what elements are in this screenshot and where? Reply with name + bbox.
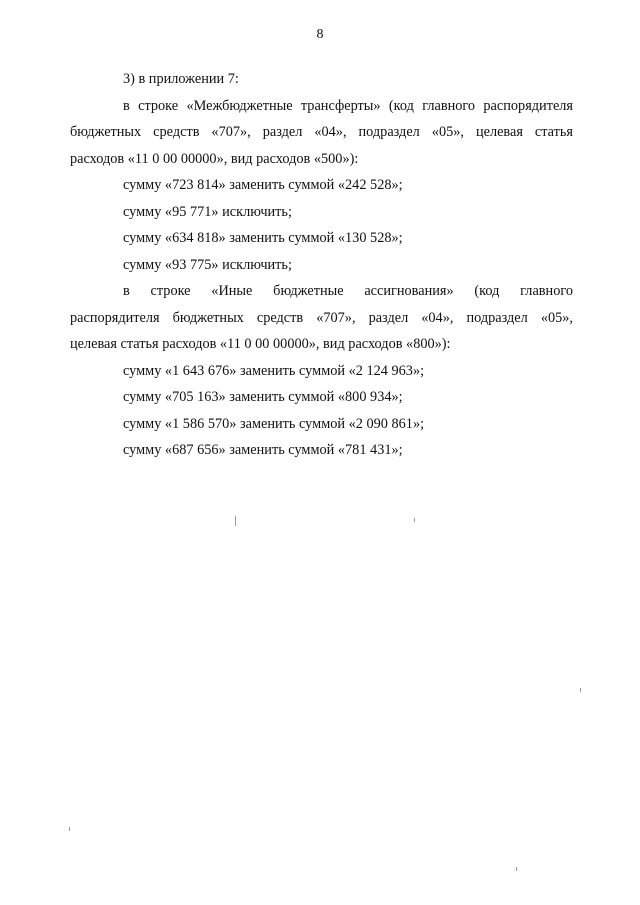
para-2-line-2: распорядителя бюджетных средств «707», раздел «04», подраздел «05», — [70, 309, 573, 326]
change-line: сумму «687 656» заменить суммой «781 431»; — [123, 442, 403, 458]
scan-speck — [414, 518, 415, 522]
scan-speck — [516, 867, 517, 871]
scan-speck — [580, 688, 581, 692]
item-3-heading: 3) в приложении 7: — [123, 71, 239, 87]
para-1-line-1: в строке «Межбюджетные трансферты» (код главного распорядителя — [123, 97, 573, 114]
para-1-line-3: расходов «11 0 00 00000», вид расходов «500»): — [70, 150, 359, 167]
change-line: сумму «93 775» исключить; — [123, 256, 292, 273]
scan-speck — [69, 827, 70, 831]
change-line: сумму «723 814» заменить суммой «242 528»; — [123, 177, 403, 193]
para-1-line-2: бюджетных средств «707», раздел «04», подраздел «05», целевая статья — [70, 124, 573, 140]
change-line: сумму «705 163» заменить суммой «800 934»; — [123, 389, 403, 405]
para-2-line-3: целевая статья расходов «11 0 00 00000», вид расходов «800»): — [70, 336, 451, 352]
change-line: сумму «634 818» заменить суммой «130 528»; — [123, 230, 403, 246]
scan-speck — [235, 516, 236, 526]
page-number: 8 — [316, 27, 324, 42]
change-line: сумму «1 643 676» заменить суммой «2 124 963»; — [123, 362, 425, 379]
change-line: сумму «1 586 570» заменить суммой «2 090 861»; — [123, 415, 425, 432]
document-body — [70, 66, 573, 464]
para-2-line-1: в строке «Иные бюджетные ассигнования» (код главного — [123, 283, 573, 299]
change-line: сумму «95 771» исключить; — [123, 203, 292, 220]
